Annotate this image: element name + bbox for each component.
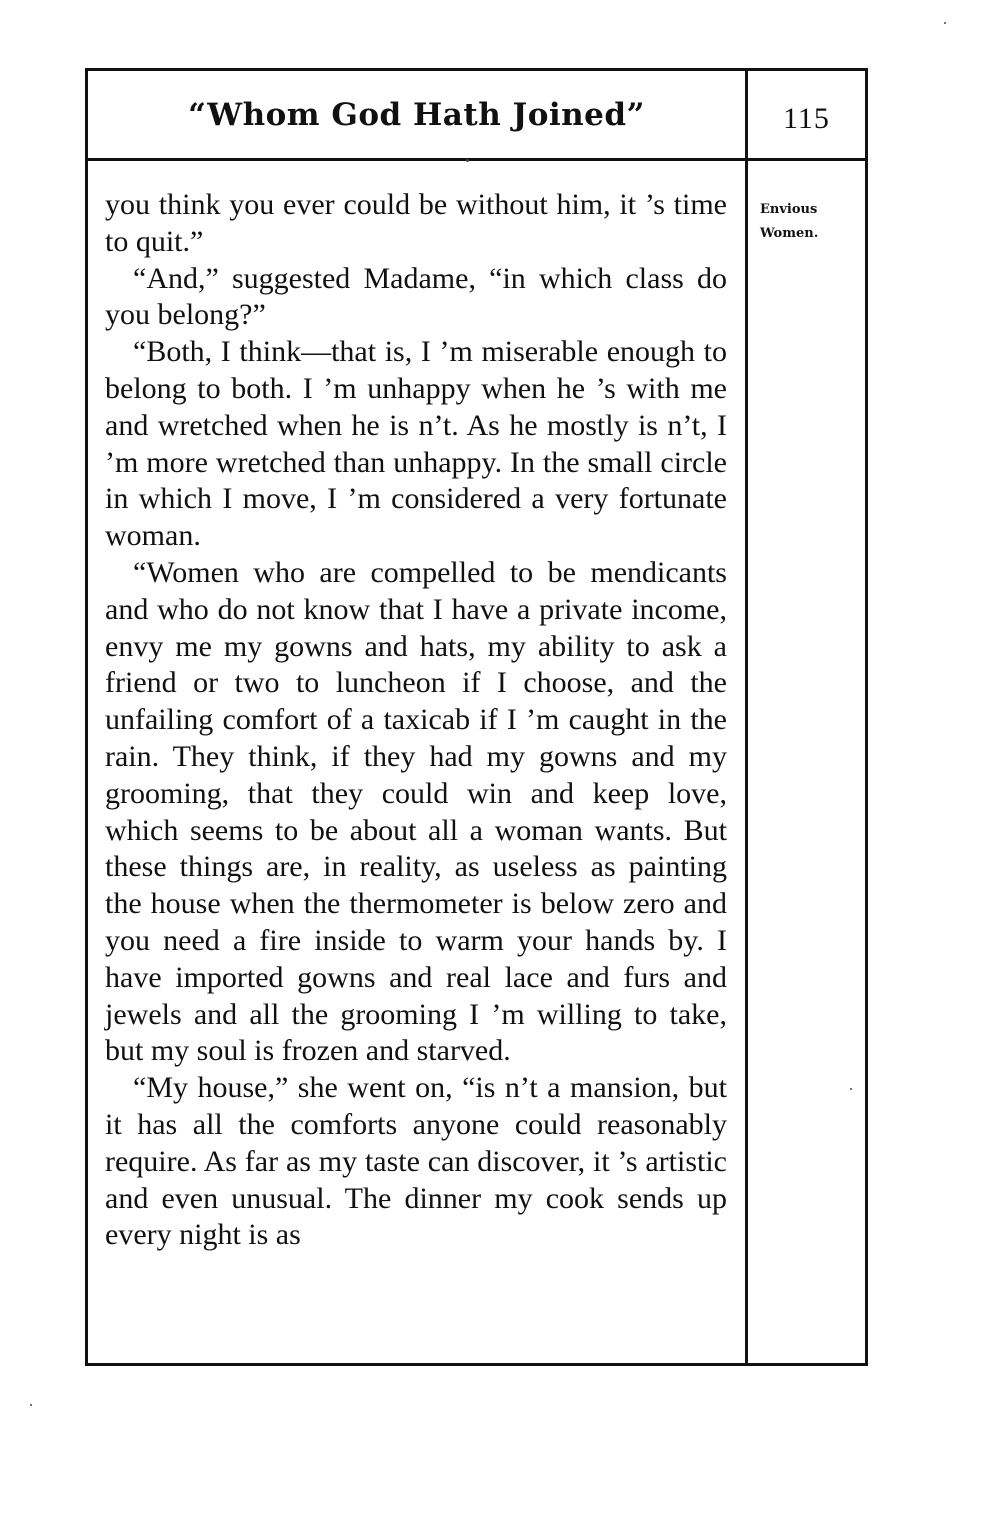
- paragraph-2: “And,” suggested Madame, “in which class do you belong?”: [105, 261, 727, 332]
- margin-note-line-2: Women.: [760, 226, 819, 241]
- print-speck: [466, 159, 469, 162]
- running-title: “Whom God Hath Joined”: [188, 97, 645, 133]
- paragraph-1: you think you ever could be without him, it ’s time to quit.”: [105, 188, 727, 258]
- paragraph-5: “My house,” she went on, “is n’t a mansion, but it has all the comforts anyone could reasonably require. As far as my taste can discover, it ’s artistic and even unusual. The dinner my cook sends up every night is as: [105, 1071, 727, 1252]
- body-text: [105, 187, 727, 1254]
- margin-note: [760, 198, 860, 246]
- margin-column-rule: [745, 68, 748, 1366]
- print-speck: [850, 1088, 852, 1090]
- margin-note-line-1: Envious: [760, 202, 818, 217]
- header-rule: [85, 158, 868, 161]
- print-speck: [30, 1404, 32, 1406]
- page-number: 115: [783, 102, 830, 135]
- paragraph-3: “Both, I think—that is, I ’m miserable enough to belong to both. I ’m unhappy when he ’s with me and wretched when he is n’t. As he mostly is n’t, I ’m more wretched than unhappy. In the small circle in which I move, I ’m considered a very fortunate woman.: [105, 335, 727, 553]
- print-speck: [944, 22, 946, 24]
- paragraph-4: “Women who are compelled to be mendicants and who do not know that I have a private income, envy me my gowns and hats, my ability to ask a friend or two to luncheon if I choose, and the unfailing comfort of a taxicab if I ’m caught in the rain. They think, if they had my gowns and my grooming, that they could win and keep love, which seems to be about all a woman wants. But these things are, in reality, as useless as painting the house when the thermometer is below zero and you need a fire inside to warm your hands by. I have imported gowns and real lace and furs and jewels and all the grooming I ’m willing to take, but my soul is frozen and starved.: [105, 555, 727, 1068]
